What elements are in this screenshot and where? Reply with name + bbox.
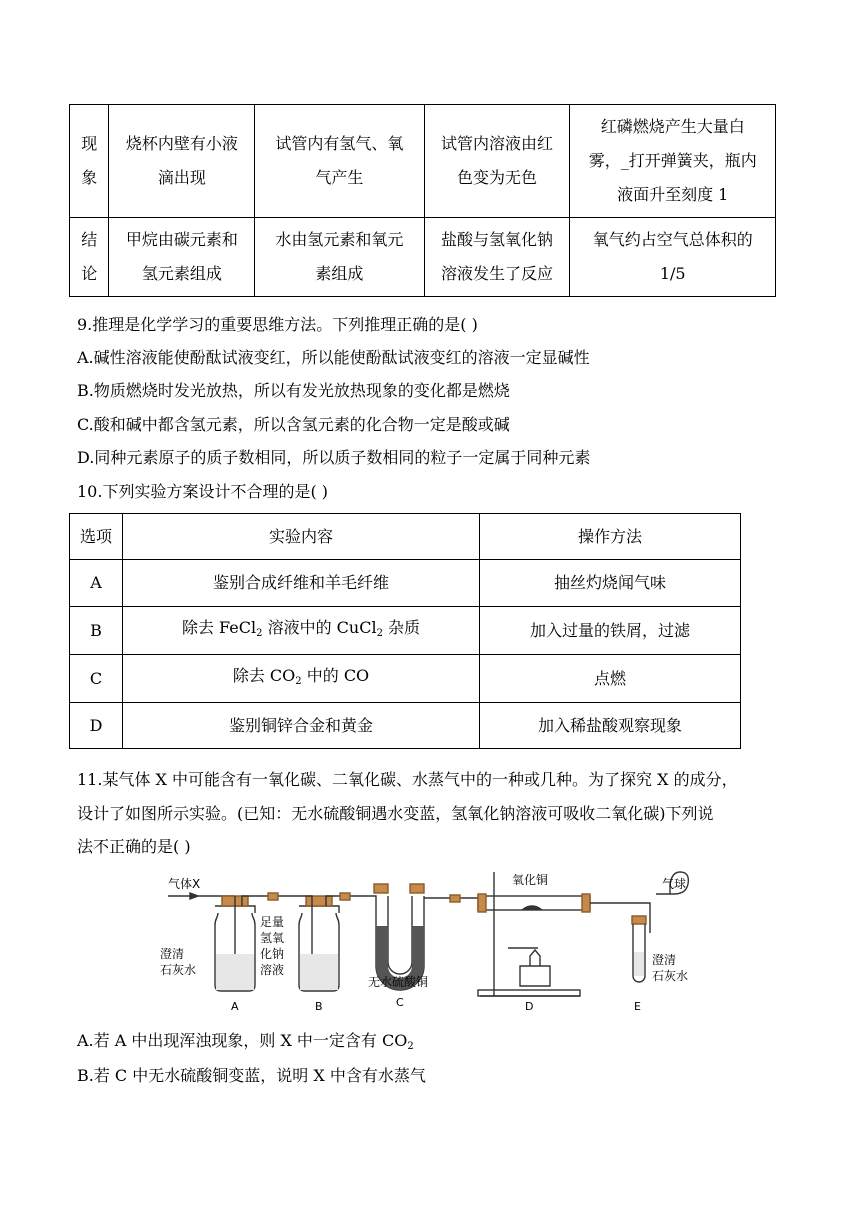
label-a: A xyxy=(231,1000,239,1013)
method-cell: 加入过量的铁屑，过滤 xyxy=(480,607,741,655)
balloon-label: 气球 xyxy=(662,877,687,891)
result-table xyxy=(69,104,776,297)
q10-stem: 10.下列实验方案设计不合理的是( ) xyxy=(77,482,329,501)
lime-e-label-1: 澄清 xyxy=(652,953,677,967)
table-cell: 试管内有氢气、氧 气产生 xyxy=(255,105,424,218)
label-c: C xyxy=(396,996,404,1009)
q11-option-b: B.若 C 中无水硫酸铜变蓝，说明 X 中含有水蒸气 xyxy=(77,1066,426,1085)
naoh-label-4: 溶液 xyxy=(260,963,285,977)
lime-e-label-2: 石灰水 xyxy=(652,969,689,983)
q9-option-a: A.碱性溶液能使酚酞试液变红，所以能使酚酞试液变红的溶液一定显碱性 xyxy=(77,348,590,367)
method-cell: 加入稀盐酸观察现象 xyxy=(480,703,741,749)
content-cell: 鉴别合成纤维和羊毛纤维 xyxy=(123,560,480,607)
q9-option-b: B.物质燃烧时发光放热，所以有发光放热现象的变化都是燃烧 xyxy=(77,381,510,400)
table-cell: 试管内溶液由红 色变为无色 xyxy=(424,105,570,218)
label-d: D xyxy=(525,1000,534,1013)
lime-a-label-1: 澄清 xyxy=(160,947,185,961)
header-cell: 选项 xyxy=(70,514,123,560)
cuo-label: 氧化铜 xyxy=(512,873,549,887)
apparatus-figure xyxy=(160,866,700,1016)
option-cell: A xyxy=(70,560,123,607)
table-cell: 水由氢元素和氧元 素组成 xyxy=(255,218,424,297)
naoh-label-3: 化钠 xyxy=(260,947,285,961)
header-cell: 实验内容 xyxy=(123,514,480,560)
header-cell: 操作方法 xyxy=(480,514,741,560)
lime-a-label-2: 石灰水 xyxy=(160,963,197,977)
naoh-label-1: 足量 xyxy=(260,915,285,929)
table-cell: 氧气约占空气总体积的 1/5 xyxy=(570,218,776,297)
content-cell: 除去 FeCl$_2$ 溶液中的 CuCl$_2$ 杂质 xyxy=(123,607,480,655)
q11-line1: 11.某气体 X 中可能含有一氧化碳、二氧化碳、水蒸气中的一种或几种。为了探究 X 的成分， xyxy=(77,770,738,789)
table-cell: 盐酸与氢氧化钠 溶液发生了反应 xyxy=(424,218,570,297)
q9-option-c: C.酸和碱中都含氢元素，所以含氢元素的化合物一定是酸或碱 xyxy=(77,415,510,434)
method-cell: 点燃 xyxy=(480,655,741,703)
q9-stem: 9.推理是化学学习的重要思维方法。下列推理正确的是( ) xyxy=(77,315,478,334)
q11-option-a: A.若 A 中出现浑浊现象，则 X 中一定含有 $CO_2$ xyxy=(77,1031,414,1052)
option-cell: B xyxy=(70,607,123,655)
table-cell: 甲烷由碳元素和 氢元素组成 xyxy=(109,218,255,297)
q9-option-d: D.同种元素原子的质子数相同，所以质子数相同的粒子一定属于同种元素 xyxy=(77,448,591,467)
content-cell: 除去 $CO_2$ 中的 CO xyxy=(123,655,480,703)
option-cell: D xyxy=(70,703,123,749)
naoh-label-2: 氢氧 xyxy=(260,931,285,945)
label-e: E xyxy=(634,1000,641,1013)
row-head: 现 象 xyxy=(70,105,109,218)
label-b: B xyxy=(315,1000,323,1013)
option-cell: C xyxy=(70,655,123,703)
q11-line2: 设计了如图所示实验。(已知：无水硫酸铜遇水变蓝，氢氧化钠溶液可吸收二氧化碳)下列说 xyxy=(77,804,714,823)
q10-table xyxy=(69,513,741,749)
row-head: 结 论 xyxy=(70,218,109,297)
content-cell: 鉴别铜锌合金和黄金 xyxy=(123,703,480,749)
gas-in-label: 气体X xyxy=(168,877,201,891)
table-cell: 烧杯内壁有小液 滴出现 xyxy=(109,105,255,218)
cuso4-label: 无水硫酸铜 xyxy=(368,975,429,989)
method-cell: 抽丝灼烧闻气味 xyxy=(480,560,741,607)
q11-line3: 法不正确的是( ) xyxy=(77,837,191,856)
table-cell: 红磷燃烧产生大量白 雾，_打开弹簧夹，瓶内 液面升至刻度 1 xyxy=(570,105,776,218)
